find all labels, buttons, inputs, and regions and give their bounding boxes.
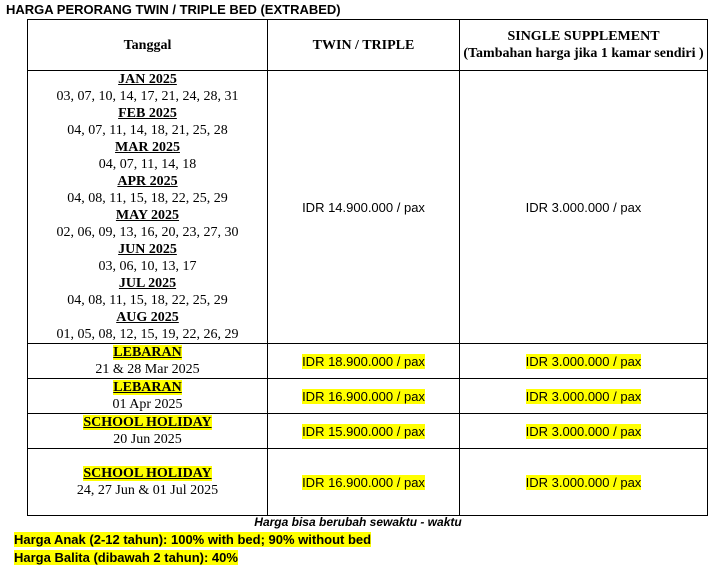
- special-dates-cell: [28, 449, 268, 516]
- header-single-subtitle: (Tambahan harga jika 1 kamar sendiri ): [463, 46, 704, 61]
- month-dates: 04, 07, 11, 14, 18: [98, 157, 197, 172]
- special-twin-price: IDR 16.900.000 / pax: [302, 388, 425, 404]
- special-single-cell: [460, 449, 708, 516]
- special-row: [28, 414, 708, 449]
- special-single-price: IDR 3.000.000 / pax: [525, 388, 642, 404]
- month-dates: 01, 05, 08, 12, 15, 19, 22, 26, 29: [56, 327, 239, 342]
- month-label: JUL 2025: [118, 276, 177, 291]
- regular-twin-price: IDR 14.900.000 / pax: [268, 71, 460, 344]
- price-table: [27, 19, 708, 516]
- child-price-note: Harga Anak (2-12 tahun): 100% with bed; 90% without bed: [14, 532, 372, 547]
- month-label: AUG 2025: [116, 310, 179, 325]
- special-single-cell: [460, 379, 708, 414]
- month-dates: 04, 08, 11, 15, 18, 22, 25, 29: [67, 293, 228, 308]
- month-dates: 04, 07, 11, 14, 18, 21, 25, 28: [67, 123, 228, 138]
- special-dates-cell: [28, 344, 268, 379]
- special-row: [28, 379, 708, 414]
- regular-single-price: IDR 3.000.000 / pax: [460, 71, 708, 344]
- special-label: LEBARAN: [113, 380, 182, 395]
- special-single-cell: [460, 414, 708, 449]
- special-twin-price: IDR 15.900.000 / pax: [302, 423, 425, 439]
- special-single-price: IDR 3.000.000 / pax: [525, 423, 642, 439]
- infant-price-note: Harga Balita (dibawah 2 tahun): 40%: [14, 550, 238, 565]
- special-dates: 24, 27 Jun & 01 Jul 2025: [76, 483, 219, 498]
- special-single-price: IDR 3.000.000 / pax: [525, 474, 642, 490]
- month-dates: 03, 06, 10, 13, 17: [98, 259, 197, 274]
- month-dates: 02, 06, 09, 13, 16, 20, 23, 27, 30: [56, 225, 239, 240]
- special-label: LEBARAN: [113, 345, 182, 360]
- special-single-price: IDR 3.000.000 / pax: [525, 353, 642, 369]
- regular-row: [28, 71, 708, 344]
- month-label: MAY 2025: [115, 208, 180, 223]
- month-label: FEB 2025: [118, 106, 177, 121]
- special-label: SCHOOL HOLIDAY: [83, 466, 212, 481]
- special-twin-cell: [268, 379, 460, 414]
- special-dates-cell: [28, 414, 268, 449]
- special-row: [28, 344, 708, 379]
- page-title: HARGA PERORANG TWIN / TRIPLE BED (EXTRABED): [6, 2, 341, 17]
- month-label: MAR 2025: [115, 140, 180, 155]
- special-dates: 21 & 28 Mar 2025: [95, 362, 200, 377]
- price-change-note: Harga bisa berubah sewaktu - waktu: [254, 515, 462, 529]
- special-dates-cell: [28, 379, 268, 414]
- month-dates: 03, 07, 10, 14, 17, 21, 24, 28, 31: [56, 89, 239, 104]
- special-dates: 20 Jun 2025: [113, 432, 182, 447]
- special-twin-cell: [268, 344, 460, 379]
- header-single-title: SINGLE SUPPLEMENT: [507, 29, 660, 44]
- special-twin-cell: [268, 449, 460, 516]
- header-twin-triple: TWIN / TRIPLE: [268, 20, 460, 71]
- header-single-supplement: [460, 20, 708, 71]
- month-dates: 04, 08, 11, 15, 18, 22, 25, 29: [67, 191, 228, 206]
- special-row: [28, 449, 708, 516]
- header-tanggal: Tanggal: [28, 20, 268, 71]
- header-row: [28, 20, 708, 71]
- month-label: JUN 2025: [118, 242, 177, 257]
- special-twin-price: IDR 18.900.000 / pax: [302, 353, 425, 369]
- special-dates: 01 Apr 2025: [112, 397, 183, 412]
- special-twin-cell: [268, 414, 460, 449]
- month-label: APR 2025: [117, 174, 178, 189]
- special-twin-price: IDR 16.900.000 / pax: [302, 474, 425, 490]
- regular-dates-cell: [28, 71, 268, 344]
- special-single-cell: [460, 344, 708, 379]
- special-label: SCHOOL HOLIDAY: [83, 415, 212, 430]
- month-label: JAN 2025: [118, 72, 177, 87]
